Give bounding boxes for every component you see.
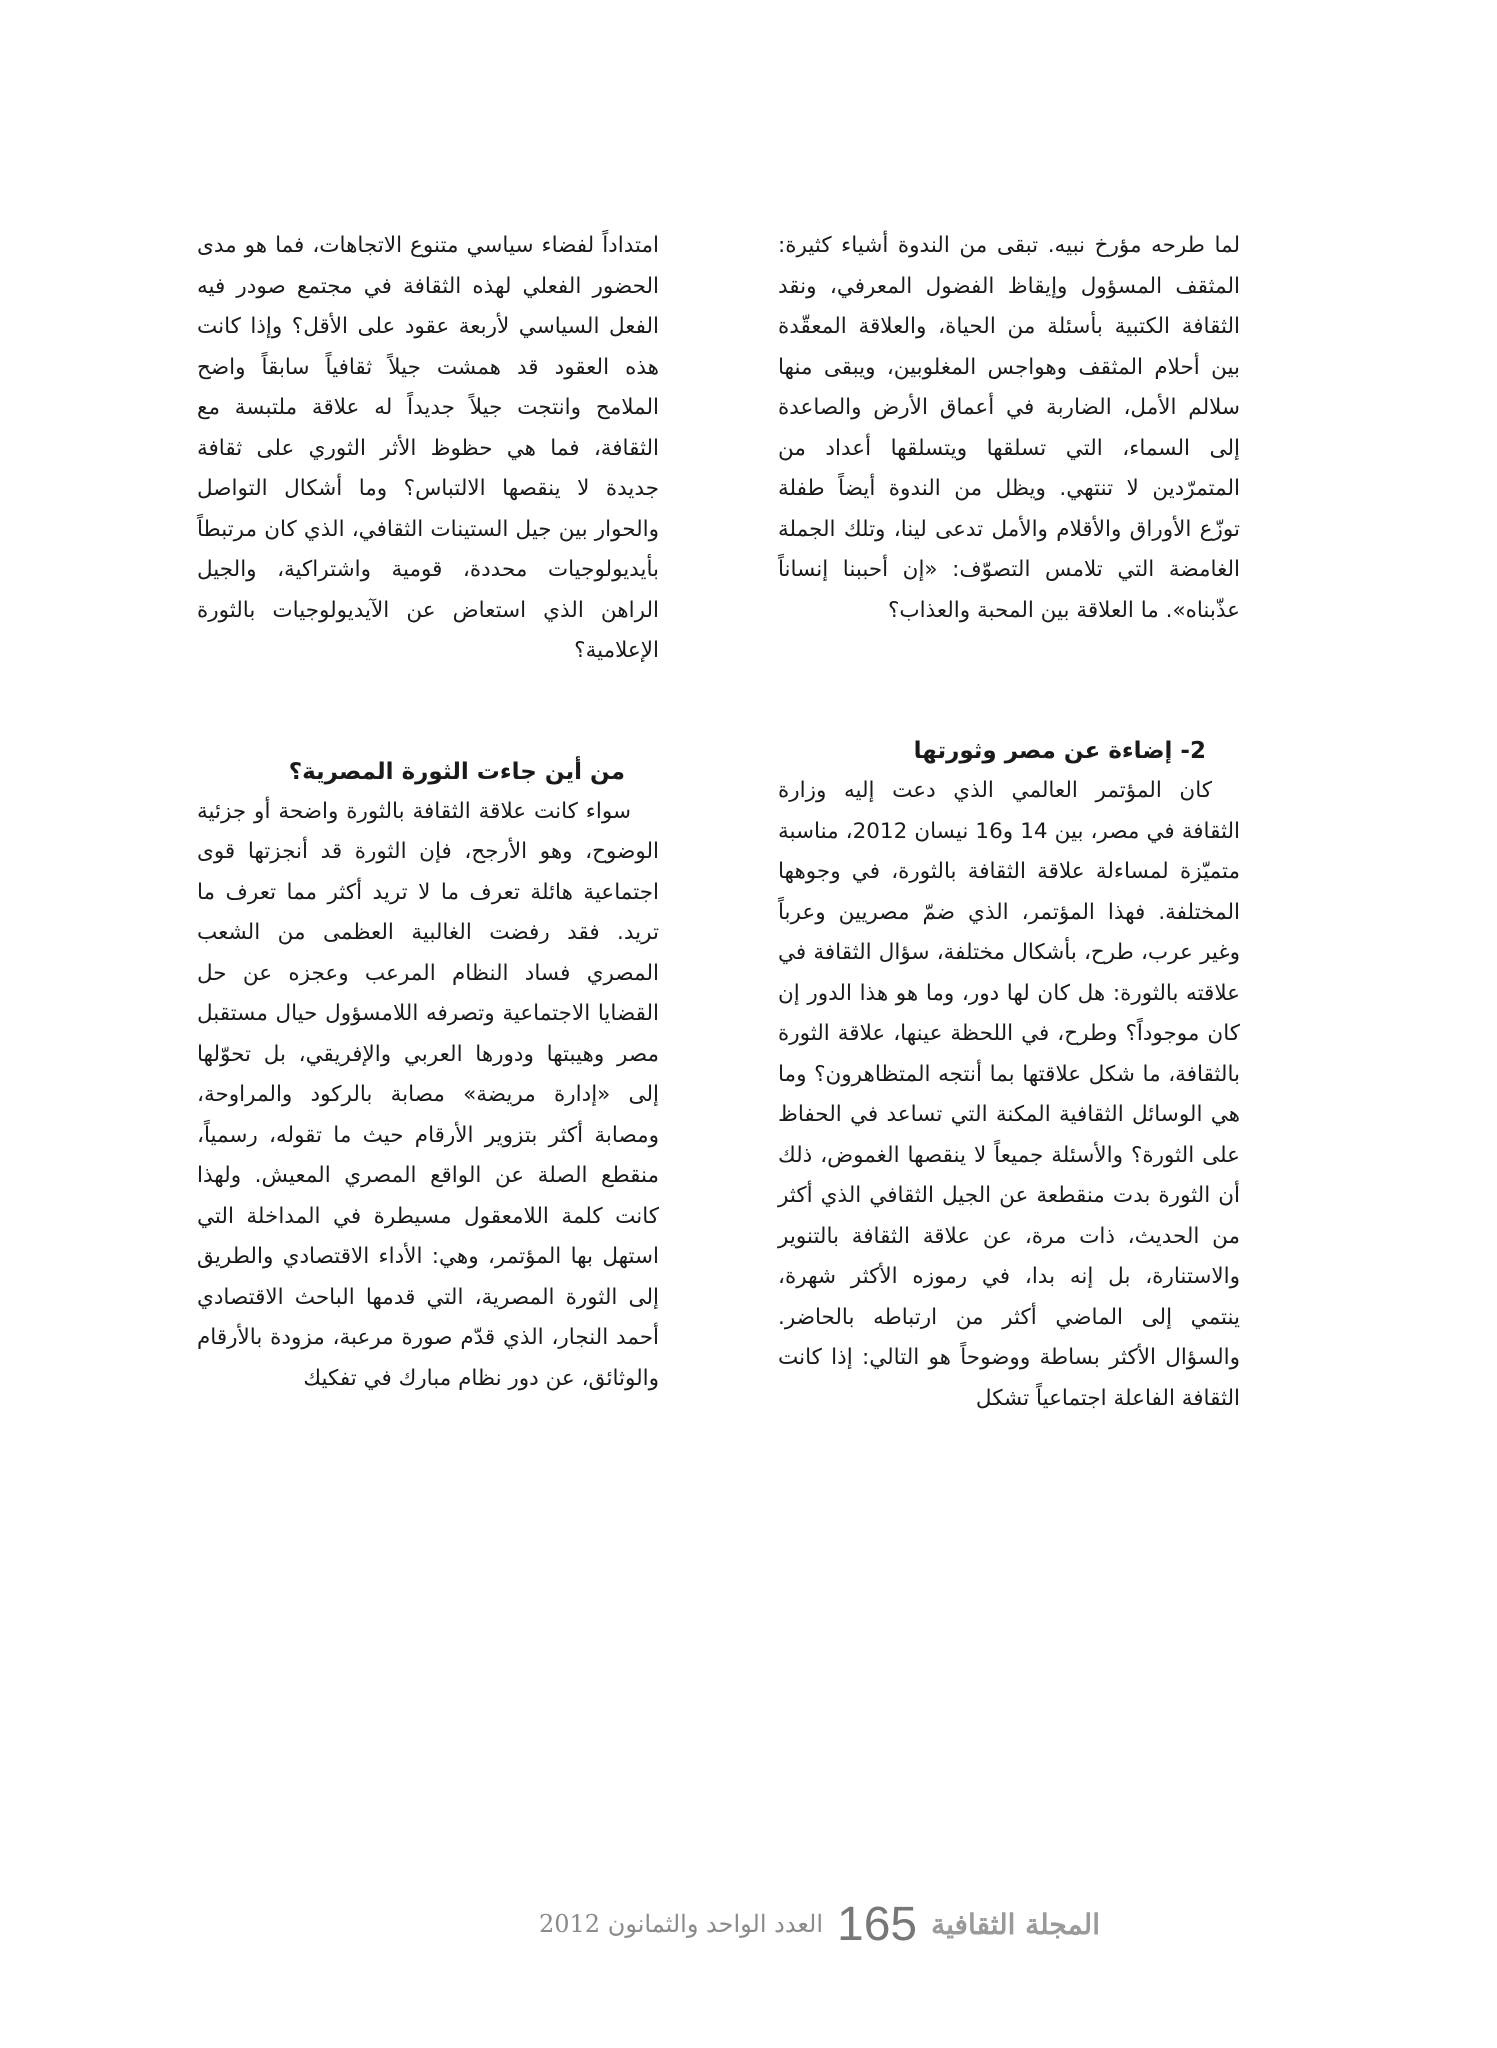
issue-label: العدد الواحد والثمانون 2012 (539, 1910, 823, 1938)
page-footer (440, 1894, 1100, 1954)
section-heading-egypt: 2- إضاءة عن مصر وثورتها (913, 738, 1206, 764)
left-paragraph-2: سواء كانت علاقة الثقافة بالثورة واضحة أو جزئية الوضوح، وهو الأرجح، فإن الثورة قد أنجزتها قوى اجتماعية هائلة تعرف ما لا تريد أكثر مما تعرف ما تريد. فقد رفضت الغالبية العظمى من الشعب المصري فساد النظام المرعب وعجزه عن حل القضايا الاجتماعية وتصرفه اللامسؤول حيال مستقبل مصر وهيبتها ودورها العربي والإفريقي، بل تحوّلها إلى «إدارة مريضة» مصابة بالركود والمراوحة، ومصابة أكثر بتزوير الأرقام حيث ما تقوله، رسمياً، منقطع الصلة عن الواقع المصري المعيش. ولهذا كانت كلمة اللامعقول مسيطرة في المداخلة التي استهل بها المؤتمر، وهي: الأداء الاقتصادي والطريق إلى الثورة المصرية، التي قدمها الباحث الاقتصادي أحمد النجار، الذي قدّم صورة مرعبة، مزودة بالأرقام والوثائق، عن دور نظام مبارك في تفكيك (197, 798, 659, 1391)
right-paragraph-2: كان المؤتمر العالمي الذي دعت إليه وزارة الثقافة في مصر، بين 14 و16 نيسان 2012، مناسبة متميّزة لمساءلة علاقة الثقافة بالثورة، في وجوهها المختلفة. فهذا المؤتمر، الذي ضمّ مصريين وعرباً وغير عرب، طرح، بأشكال مختلفة، سؤال الثقافة في علاقته بالثورة: هل كان لها دور، وما هو هذا الدور إن كان موجوداً؟ وطرح، في اللحظة عينها، علاقة الثورة بالثقافة، ما شكل علاقتها بما أنتجه المتظاهرون؟ وما هي الوسائل الثقافية المكنة التي تساعد في الحفاظ على الثورة؟ والأسئلة جميعاً لا ينقصها الغموض، ذلك أن الثورة بدت منقطعة عن الجيل الثقافي الذي أكثر من الحديث، ذات مرة، عن علاقة الثقافة بالتنوير والاستنارة، بل إنه بدا، في رموزه الأكثر شهرة، ينتمي إلى الماضي أكثر من ارتباطه بالحاضر. والسؤال الأكثر بساطة ووضوحاً هو التالي: إذا كانت الثقافة الفاعلة اجتماعياً تشكل (778, 778, 1240, 1411)
right-paragraph-1: لما طرحه مؤرخ نبيه. تبقى من الندوة أشياء كثيرة: المثقف المسؤول وإيقاظ الفضول المعرفي، ونقد الثقافة الكتبية بأسئلة من الحياة، والعلاقة المعقّدة بين أحلام المثقف وهواجس المغلوبين، ويبقى منها سلالم الأمل، الضاربة في أعماق الأرض والصاعدة إلى السماء، التي تسلقها ويتسلقها أعداد من المتمرّدين لا تنتهي. ويظل من الندوة أيضاً طفلة توزّع الأوراق والأقلام والأمل تدعى لينا، وتلك الجملة الغامضة التي تلامس التصوّف: «إن أحببنا إنساناً عذّبناه». ما العلاقة بين المحبة والعذاب؟ (778, 233, 1240, 623)
page-number: 165 (837, 1897, 918, 1951)
left-column (197, 226, 659, 1399)
right-column (778, 226, 1240, 1419)
section-gap (197, 672, 659, 752)
section-heading-origin: من أين جاءت الثورة المصرية؟ (288, 758, 625, 785)
section-gap (778, 631, 1240, 731)
left-paragraph-1: امتداداً لفضاء سياسي متنوع الاتجاهات، فما هو مدى الحضور الفعلي لهذه الثقافة في مجتمع صودر فيه الفعل السياسي لأربعة عقود على الأقل؟ وإذا كانت هذه العقود قد همشت جيلاً ثقافياً سابقاً واضح الملامح وانتجت جيلاً جديداً له علاقة ملتبسة مع الثقافة، فما هي حظوظ الأثر الثوري على ثقافة جديدة لا ينقصها الالتباس؟ وما أشكال التواصل والحوار بين جيل الستينات الثقافي، الذي كان مرتبطاً بأيديولوجيات محددة، قومية واشتراكية، والجيل الراهن الذي استعاض عن الآيديولوجيات بالثورة الإعلامية؟ (197, 233, 659, 663)
magazine-name: المجلة الثقافية (931, 1907, 1100, 1941)
